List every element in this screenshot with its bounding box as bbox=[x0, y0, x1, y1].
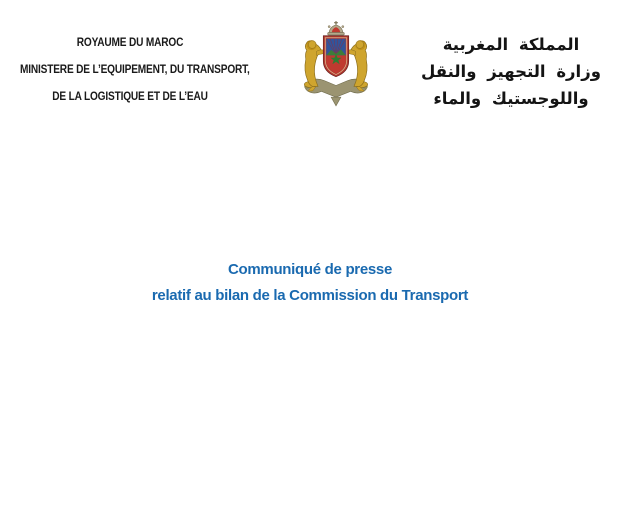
morocco-coat-of-arms-icon bbox=[299, 19, 373, 112]
coat-of-arms-svg bbox=[299, 19, 373, 112]
ministry-name-arabic bbox=[408, 31, 614, 112]
kingdom-line-ar: المملكة المغربية bbox=[442, 35, 580, 54]
crown-cross-bar bbox=[334, 22, 338, 23]
kingdom-line-fr: ROYAUME DU MAROC bbox=[76, 37, 184, 49]
press-title-line1: Communiqué de presse bbox=[227, 261, 393, 278]
crown-pearl-right bbox=[342, 26, 344, 28]
press-title-line2: relatif au bilan de la Commission du Transport bbox=[151, 287, 469, 304]
ministry-line2-ar: واللوجستيك والماء bbox=[433, 89, 589, 108]
press-title bbox=[0, 257, 620, 309]
ministry-line2-fr: DE LA LOGISTIQUE ET DE L’EAU bbox=[52, 91, 208, 103]
ministry-line-fr: MINISTERE DE L’EQUIPEMENT, DU TRANSPORT, bbox=[20, 64, 250, 76]
ministry-line-ar: وزارة التجهيز والنقل bbox=[421, 62, 601, 81]
scroll-tail bbox=[331, 97, 341, 106]
ministry-name-french bbox=[20, 30, 250, 111]
crown-pearl-left bbox=[328, 26, 330, 28]
crown-band bbox=[328, 32, 345, 35]
